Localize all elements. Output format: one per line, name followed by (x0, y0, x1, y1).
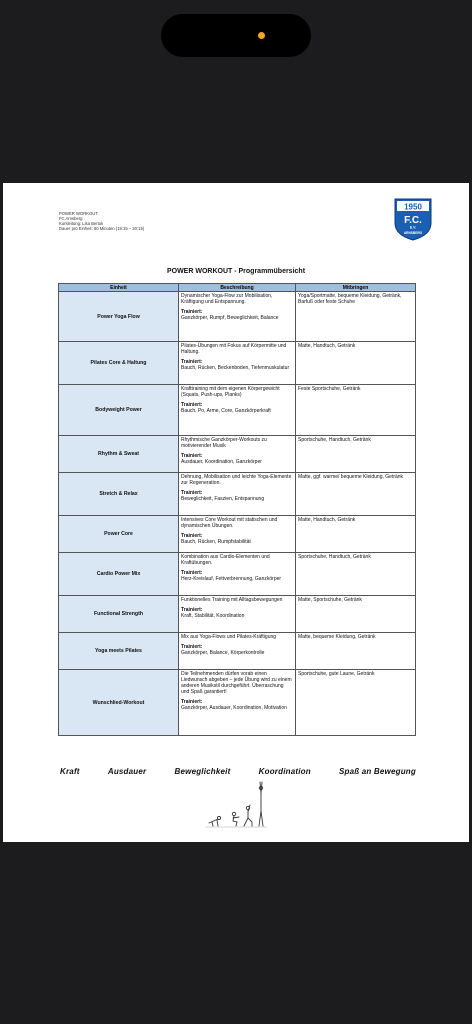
unit-name: Bodyweight Power (59, 385, 179, 436)
unit-description (179, 596, 296, 633)
club-name: FC Arnsberg (59, 216, 83, 221)
unit-description (179, 516, 296, 553)
column-header-bring: Mitbringen (296, 284, 416, 292)
unit-name: Power Core (59, 516, 179, 553)
description-text: Dehnung, Mobilisation und leichte Yoga-Elemente zur Regeneration. (181, 474, 292, 486)
bring-items: Matte, Handtuch, Getränk (296, 342, 416, 385)
bring-items: Sportschuhe, Handtuch, Getränk (296, 553, 416, 596)
unit-name: Cardio Power Mix (59, 553, 179, 596)
trained-label: Trainiert: (181, 402, 203, 408)
description-text: Die Teilnehmenden dürfen vorab einen Liedwunsch abgeben – jede Übung wird zu einem anderen Musikstil durchgeführt. Überraschung und Spaß garantiert! (181, 671, 292, 695)
trained-label: Trainiert: (181, 607, 203, 613)
program-name: POWER WORKOUT (59, 211, 98, 216)
trained-label: Trainiert: (181, 699, 203, 705)
camera-indicator-dot (258, 32, 265, 39)
description-text: Rhythmische Ganzkörper-Workouts zu motivierender Musik (181, 437, 267, 449)
table-row (59, 596, 416, 633)
document-page (3, 183, 469, 842)
column-header-unit: Einheit (59, 284, 179, 292)
trained-label: Trainiert: (181, 490, 203, 496)
trained-label: Trainiert: (181, 570, 203, 576)
column-header-description: Beschreibung (179, 284, 296, 292)
stretch-figure-icon (259, 782, 263, 826)
unit-name: Stretch & Relax (59, 473, 179, 516)
trained-label: Trainiert: (181, 644, 203, 650)
bring-items: Matte, Handtuch, Getränk (296, 516, 416, 553)
trained-label: Trainiert: (181, 359, 203, 365)
trained-label: Trainiert: (181, 453, 203, 459)
table-row (59, 516, 416, 553)
document-title: POWER WORKOUT - Programmübersicht (166, 268, 306, 275)
table-row (59, 670, 416, 736)
lunge-figure-icon (244, 805, 252, 826)
bring-items: Sportschuhe, Handtuch, Getränk (296, 436, 416, 473)
trained-areas: Ausdauer, Koordination, Ganzkörper (181, 459, 262, 465)
bring-items: Matte, bequeme Kleidung, Getränk (296, 633, 416, 670)
unit-description (179, 292, 296, 342)
trained-areas: Herz-Kreislauf, Fettverbrennung, Ganzkörper (181, 576, 282, 582)
bring-items: Feste Sportschuhe, Getränk (296, 385, 416, 436)
description-text: Dynamischer Yoga-Flow zur Mobilisation, Kräftigung und Entspannung. (181, 293, 273, 305)
table-row (59, 292, 416, 342)
logo-year: 1950 (404, 202, 422, 212)
table-row (59, 436, 416, 473)
trained-areas: Ganzkörper, Ausdauer, Koordination, Motivation (181, 705, 287, 711)
keyword-strip (60, 767, 416, 776)
logo-ev: E.V. (409, 225, 417, 230)
keyword-flexibility: Beweglichkeit (174, 767, 231, 776)
bring-items: Matte, ggf. warme/ bequeme Kleidung, Getränk (296, 473, 416, 516)
pushup-figure-icon (209, 816, 221, 826)
trained-areas: Bauch, Po, Arme, Core, Ganzkörperkraft (181, 408, 271, 414)
instructor: Kursleitung: Lisa Bertok (59, 221, 104, 226)
duration: Dauer pro Einheit: 60 Minuten (19:15 – 20:15) (59, 226, 145, 231)
unit-description (179, 633, 296, 670)
unit-description (179, 385, 296, 436)
bring-items: Matte, Sportschuhe, Getränk (296, 596, 416, 633)
bring-items: Yoga/Sportmatte, bequeme Kleidung, Getränk, Barfuß oder feste Schuhe (296, 292, 416, 342)
keyword-endurance: Ausdauer (107, 767, 147, 776)
logo-town: ARNSBERG (403, 231, 423, 235)
unit-name: Pilates Core & Haltung (59, 342, 179, 385)
unit-description (179, 473, 296, 516)
dynamic-island (161, 14, 311, 57)
table-row (59, 633, 416, 670)
club-logo (393, 197, 433, 241)
trained-areas: Beweglichkeit, Faszien, Entspannung (181, 496, 265, 502)
table-row (59, 385, 416, 436)
keyword-coordination: Koordination (258, 767, 311, 776)
unit-name: Yoga meets Pilates (59, 633, 179, 670)
table-row (59, 553, 416, 596)
bring-items: Sportschuhe, gute Laune, Getränk (296, 670, 416, 736)
trained-areas: Ganzkörper, Balance, Körperkontrolle (181, 650, 265, 656)
table-row (59, 342, 416, 385)
trained-areas: Ganzkörper, Rumpf, Beweglichkeit, Balance (181, 315, 279, 321)
unit-name: Rhythm & Sweat (59, 436, 179, 473)
unit-name: Power Yoga Flow (59, 292, 179, 342)
unit-description (179, 436, 296, 473)
description-text: Funktionelles Training mit Alltagsbewegungen (181, 597, 283, 603)
description-text: Kombination aus Cardio-Elementen und Kraftübungen. (181, 554, 270, 566)
trained-areas: Kraft, Stabilität, Koordination (181, 613, 245, 619)
program-table (58, 283, 416, 736)
table-header-row (59, 284, 416, 292)
unit-description (179, 553, 296, 596)
description-text: Pilates-Übungen mit Fokus auf Körpermitte und Haltung. (181, 343, 287, 355)
trained-areas: Bauch, Rücken, Rumpfstabilität (181, 539, 251, 545)
unit-description (179, 342, 296, 385)
trained-label: Trainiert: (181, 309, 203, 315)
header-info (59, 211, 144, 231)
keyword-fun: Spaß an Bewegung (338, 767, 416, 776)
squat-figure-icon (232, 812, 239, 826)
description-text: Krafttraining mit dem eigenen Körpergewicht (Squats, Push-ups, Planks) (181, 386, 280, 398)
trained-label: Trainiert: (181, 533, 203, 539)
exercise-figures-illustration (201, 781, 271, 831)
unit-name: Wunschlied-Workout (59, 670, 179, 736)
unit-name: Functional Strength (59, 596, 179, 633)
description-text: Intensives Core Workout mit statischen und dynamischen Übungen. (181, 517, 278, 529)
unit-description (179, 670, 296, 736)
keyword-strength: Kraft (60, 767, 80, 776)
table-row (59, 473, 416, 516)
description-text: Mix aus Yoga-Flows und Pilates-Kräftigung (181, 634, 277, 640)
trained-areas: Bauch, Rücken, Beckenboden, Tiefenmuskulatur (181, 365, 290, 371)
logo-initials: F.C. (404, 215, 422, 226)
